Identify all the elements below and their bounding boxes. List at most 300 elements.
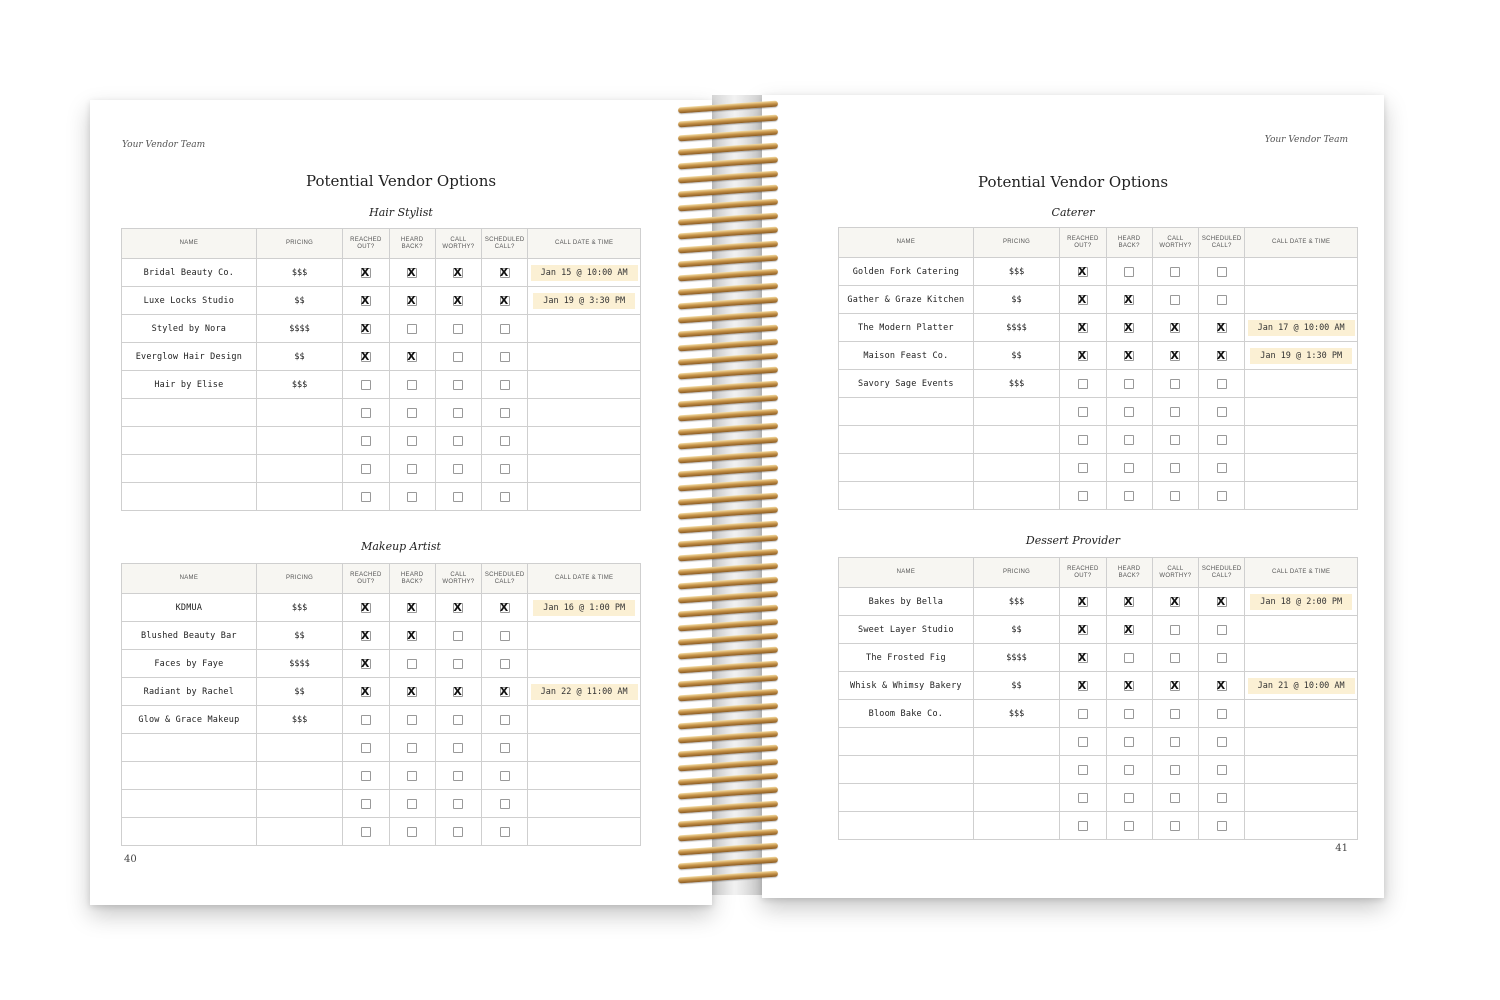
- call-worthy-checkbox[interactable]: [453, 603, 463, 613]
- heard-back-checkbox[interactable]: [407, 715, 417, 725]
- vendor-name[interactable]: KDMUA: [122, 594, 257, 622]
- reached-out-checkbox[interactable]: [1078, 463, 1088, 473]
- vendor-pricing[interactable]: $$$: [973, 700, 1060, 728]
- call-date-cell[interactable]: [1245, 756, 1358, 784]
- vendor-pricing[interactable]: $$: [973, 672, 1060, 700]
- vendor-name[interactable]: Faces by Faye: [122, 650, 257, 678]
- reached-out-checkbox[interactable]: [361, 352, 371, 362]
- checkbox-cell: [1106, 454, 1152, 482]
- reached-out-checkbox[interactable]: [361, 631, 371, 641]
- call-date-cell[interactable]: [528, 762, 641, 790]
- scheduled-call-checkbox[interactable]: [1217, 765, 1227, 775]
- vendor-name[interactable]: [839, 784, 974, 812]
- call-worthy-checkbox[interactable]: [453, 268, 463, 278]
- heard-back-checkbox[interactable]: [1124, 379, 1134, 389]
- call-date-cell[interactable]: [528, 818, 641, 846]
- reached-out-checkbox[interactable]: [1078, 351, 1088, 361]
- heard-back-checkbox[interactable]: [1124, 821, 1134, 831]
- vendor-name[interactable]: Blushed Beauty Bar: [122, 622, 257, 650]
- call-date-cell[interactable]: [1245, 314, 1358, 342]
- heard-back-checkbox[interactable]: [1124, 625, 1134, 635]
- scheduled-call-checkbox[interactable]: [1217, 737, 1227, 747]
- scheduled-call-checkbox[interactable]: [500, 352, 510, 362]
- reached-out-checkbox[interactable]: [1078, 681, 1088, 691]
- reached-out-checkbox[interactable]: [1078, 323, 1088, 333]
- call-worthy-checkbox[interactable]: [1170, 709, 1180, 719]
- call-worthy-checkbox[interactable]: [453, 436, 463, 446]
- call-worthy-checkbox[interactable]: [453, 659, 463, 669]
- header-reached-out: REACHED OUT?: [1060, 558, 1106, 588]
- vendor-pricing[interactable]: $$$: [256, 706, 343, 734]
- vendor-name[interactable]: Everglow Hair Design: [122, 343, 257, 371]
- reached-out-checkbox[interactable]: [361, 799, 371, 809]
- reached-out-checkbox[interactable]: [361, 771, 371, 781]
- call-date-cell[interactable]: [1245, 454, 1358, 482]
- checkbox-cell: [482, 343, 528, 371]
- vendor-name[interactable]: [839, 426, 974, 454]
- heard-back-checkbox[interactable]: [407, 687, 417, 697]
- call-date-cell[interactable]: [528, 315, 641, 343]
- call-worthy-checkbox[interactable]: [453, 408, 463, 418]
- heard-back-checkbox[interactable]: [1124, 295, 1134, 305]
- heard-back-checkbox[interactable]: [1124, 793, 1134, 803]
- scheduled-call-checkbox[interactable]: [1217, 821, 1227, 831]
- call-worthy-checkbox[interactable]: [453, 352, 463, 362]
- vendor-pricing[interactable]: $$$$: [256, 650, 343, 678]
- vendor-pricing[interactable]: $$$: [973, 588, 1060, 616]
- checkbox-cell: [482, 790, 528, 818]
- vendor-pricing[interactable]: [256, 762, 343, 790]
- heard-back-checkbox[interactable]: [1124, 491, 1134, 501]
- call-worthy-checkbox[interactable]: [453, 464, 463, 474]
- vendor-name[interactable]: [839, 812, 974, 840]
- page-title: Potential Vendor Options: [305, 172, 497, 190]
- scheduled-call-checkbox[interactable]: [500, 324, 510, 334]
- checkbox-cell: [1106, 756, 1152, 784]
- reached-out-checkbox[interactable]: [1078, 435, 1088, 445]
- header-scheduled-call: SCHEDULED CALL?: [1199, 558, 1245, 588]
- vendor-name[interactable]: Bridal Beauty Co.: [122, 259, 257, 287]
- vendor-pricing[interactable]: [973, 398, 1060, 426]
- vendor-pricing[interactable]: [256, 427, 343, 455]
- vendor-name[interactable]: [839, 756, 974, 784]
- call-date-cell[interactable]: [1245, 784, 1358, 812]
- call-worthy-checkbox[interactable]: [1170, 597, 1180, 607]
- heard-back-checkbox[interactable]: [1124, 267, 1134, 277]
- vendor-name[interactable]: Maison Feast Co.: [839, 342, 974, 370]
- checkbox-cell: [1199, 588, 1245, 616]
- call-worthy-checkbox[interactable]: [1170, 435, 1180, 445]
- vendor-pricing[interactable]: [256, 399, 343, 427]
- heard-back-checkbox[interactable]: [1124, 407, 1134, 417]
- call-date-cell[interactable]: [1245, 342, 1358, 370]
- reached-out-checkbox[interactable]: [361, 380, 371, 390]
- call-worthy-checkbox[interactable]: [1170, 295, 1180, 305]
- scheduled-call-checkbox[interactable]: [500, 380, 510, 390]
- reached-out-checkbox[interactable]: [361, 715, 371, 725]
- call-worthy-checkbox[interactable]: [1170, 463, 1180, 473]
- vendor-pricing[interactable]: [256, 818, 343, 846]
- call-date-cell[interactable]: [528, 650, 641, 678]
- heard-back-checkbox[interactable]: [407, 324, 417, 334]
- call-worthy-checkbox[interactable]: [1170, 681, 1180, 691]
- scheduled-call-checkbox[interactable]: [1217, 323, 1227, 333]
- call-date-cell[interactable]: [1245, 426, 1358, 454]
- header-name: NAME: [122, 229, 257, 259]
- vendor-pricing[interactable]: [256, 483, 343, 511]
- heard-back-checkbox[interactable]: [407, 464, 417, 474]
- reached-out-checkbox[interactable]: [1078, 295, 1088, 305]
- heard-back-checkbox[interactable]: [407, 408, 417, 418]
- checkbox-cell: [1199, 616, 1245, 644]
- table-row: [122, 343, 641, 371]
- reached-out-checkbox[interactable]: [361, 436, 371, 446]
- call-worthy-checkbox[interactable]: [1170, 407, 1180, 417]
- heard-back-checkbox[interactable]: [407, 743, 417, 753]
- vendor-name[interactable]: Savory Sage Events: [839, 370, 974, 398]
- call-worthy-checkbox[interactable]: [453, 743, 463, 753]
- vendor-pricing[interactable]: [256, 734, 343, 762]
- call-worthy-checkbox[interactable]: [1170, 793, 1180, 803]
- call-date-cell[interactable]: [528, 594, 641, 622]
- scheduled-call-checkbox[interactable]: [500, 799, 510, 809]
- vendor-name[interactable]: [839, 398, 974, 426]
- heard-back-checkbox[interactable]: [407, 659, 417, 669]
- call-worthy-checkbox[interactable]: [453, 296, 463, 306]
- scheduled-call-checkbox[interactable]: [500, 771, 510, 781]
- reached-out-checkbox[interactable]: [1078, 491, 1088, 501]
- heard-back-checkbox[interactable]: [1124, 737, 1134, 747]
- vendor-name[interactable]: The Modern Platter: [839, 314, 974, 342]
- vendor-name[interactable]: [122, 790, 257, 818]
- scheduled-call-checkbox[interactable]: [1217, 653, 1227, 663]
- checkbox-cell: [1106, 370, 1152, 398]
- scheduled-call-checkbox[interactable]: [1217, 597, 1227, 607]
- vendor-pricing[interactable]: [973, 728, 1060, 756]
- vendor-pricing[interactable]: [256, 790, 343, 818]
- scheduled-call-checkbox[interactable]: [1217, 681, 1227, 691]
- vendor-name[interactable]: Radiant by Rachel: [122, 678, 257, 706]
- call-date-cell[interactable]: [528, 790, 641, 818]
- checkbox-cell: [482, 427, 528, 455]
- checkbox-cell: [389, 483, 435, 511]
- checkbox-cell: [1199, 672, 1245, 700]
- call-date-cell[interactable]: [528, 483, 641, 511]
- scheduled-call-checkbox[interactable]: [1217, 435, 1227, 445]
- vendor-pricing[interactable]: $$: [973, 286, 1060, 314]
- vendor-pricing[interactable]: $$$$: [973, 644, 1060, 672]
- scheduled-call-checkbox[interactable]: [500, 408, 510, 418]
- reached-out-checkbox[interactable]: [361, 296, 371, 306]
- reached-out-checkbox[interactable]: [1078, 653, 1088, 663]
- vendor-name[interactable]: Bloom Bake Co.: [839, 700, 974, 728]
- reached-out-checkbox[interactable]: [1078, 793, 1088, 803]
- vendor-name[interactable]: Sweet Layer Studio: [839, 616, 974, 644]
- reached-out-checkbox[interactable]: [361, 408, 371, 418]
- call-worthy-checkbox[interactable]: [453, 380, 463, 390]
- page-title: Potential Vendor Options: [977, 173, 1169, 191]
- heard-back-checkbox[interactable]: [1124, 709, 1134, 719]
- spiral-coil: [678, 563, 778, 576]
- call-worthy-checkbox[interactable]: [453, 631, 463, 641]
- header-pricing: PRICING: [973, 228, 1060, 258]
- vendor-pricing[interactable]: [973, 784, 1060, 812]
- vendor-name[interactable]: [122, 734, 257, 762]
- call-worthy-checkbox[interactable]: [1170, 491, 1180, 501]
- checkbox-cell: [435, 762, 481, 790]
- call-date-cell[interactable]: [528, 259, 641, 287]
- call-date-cell[interactable]: [528, 622, 641, 650]
- call-date-cell[interactable]: [1245, 286, 1358, 314]
- reached-out-checkbox[interactable]: [361, 659, 371, 669]
- reached-out-checkbox[interactable]: [361, 603, 371, 613]
- scheduled-call-checkbox[interactable]: [500, 492, 510, 502]
- scheduled-call-checkbox[interactable]: [500, 631, 510, 641]
- call-date-cell[interactable]: [528, 427, 641, 455]
- heard-back-checkbox[interactable]: [407, 380, 417, 390]
- reached-out-checkbox[interactable]: [361, 687, 371, 697]
- checkbox-cell: [1152, 426, 1198, 454]
- header-heard-back: HEARD BACK?: [1106, 558, 1152, 588]
- vendor-name[interactable]: Luxe Locks Studio: [122, 287, 257, 315]
- checkbox-cell: [343, 622, 389, 650]
- reached-out-checkbox[interactable]: [1078, 625, 1088, 635]
- call-worthy-checkbox[interactable]: [1170, 653, 1180, 663]
- spiral-coil: [678, 619, 778, 632]
- scheduled-call-checkbox[interactable]: [1217, 351, 1227, 361]
- call-date-cell[interactable]: [528, 371, 641, 399]
- reached-out-checkbox[interactable]: [1078, 597, 1088, 607]
- scheduled-call-checkbox[interactable]: [1217, 625, 1227, 635]
- vendor-name[interactable]: Whisk & Whimsy Bakery: [839, 672, 974, 700]
- vendor-table-dessert-provider: [838, 557, 1358, 840]
- checkbox-cell: [343, 259, 389, 287]
- vendor-name[interactable]: Bakes by Bella: [839, 588, 974, 616]
- call-worthy-checkbox[interactable]: [1170, 737, 1180, 747]
- heard-back-checkbox[interactable]: [407, 352, 417, 362]
- scheduled-call-checkbox[interactable]: [1217, 379, 1227, 389]
- checkbox-cell: [343, 762, 389, 790]
- call-date-cell[interactable]: [528, 706, 641, 734]
- scheduled-call-checkbox[interactable]: [500, 827, 510, 837]
- scheduled-call-checkbox[interactable]: [500, 603, 510, 613]
- checkbox-cell: [1152, 644, 1198, 672]
- call-worthy-checkbox[interactable]: [453, 827, 463, 837]
- vendor-name[interactable]: [122, 399, 257, 427]
- vendor-pricing[interactable]: $$: [973, 342, 1060, 370]
- checkbox-cell: [435, 818, 481, 846]
- vendor-pricing[interactable]: $$: [256, 343, 343, 371]
- scheduled-call-checkbox[interactable]: [500, 659, 510, 669]
- heard-back-checkbox[interactable]: [407, 296, 417, 306]
- vendor-name[interactable]: [122, 762, 257, 790]
- scheduled-call-checkbox[interactable]: [500, 268, 510, 278]
- table-row: [839, 314, 1358, 342]
- vendor-name[interactable]: [122, 818, 257, 846]
- checkbox-cell: [1106, 258, 1152, 286]
- checkbox-cell: [1106, 784, 1152, 812]
- call-date-cell[interactable]: [528, 399, 641, 427]
- call-date-cell[interactable]: [1245, 812, 1358, 840]
- call-date-cell[interactable]: [1245, 398, 1358, 426]
- vendor-pricing[interactable]: [973, 812, 1060, 840]
- call-date-cell[interactable]: [1245, 258, 1358, 286]
- table-row: [122, 259, 641, 287]
- heard-back-checkbox[interactable]: [1124, 765, 1134, 775]
- vendor-name[interactable]: Golden Fork Catering: [839, 258, 974, 286]
- vendor-name[interactable]: Gather & Graze Kitchen: [839, 286, 974, 314]
- reached-out-checkbox[interactable]: [1078, 407, 1088, 417]
- reached-out-checkbox[interactable]: [1078, 765, 1088, 775]
- heard-back-checkbox[interactable]: [407, 771, 417, 781]
- reached-out-checkbox[interactable]: [1078, 737, 1088, 747]
- reached-out-checkbox[interactable]: [361, 827, 371, 837]
- checkbox-cell: [435, 734, 481, 762]
- scheduled-call-checkbox[interactable]: [500, 296, 510, 306]
- scheduled-call-checkbox[interactable]: [1217, 295, 1227, 305]
- call-worthy-checkbox[interactable]: [1170, 765, 1180, 775]
- vendor-name[interactable]: Hair by Elise: [122, 371, 257, 399]
- call-date-cell[interactable]: [528, 343, 641, 371]
- vendor-pricing[interactable]: $$$$: [973, 314, 1060, 342]
- checkbox-cell: [1060, 286, 1106, 314]
- vendor-pricing[interactable]: [973, 482, 1060, 510]
- call-date-cell[interactable]: [1245, 482, 1358, 510]
- vendor-name[interactable]: The Frosted Fig: [839, 644, 974, 672]
- scheduled-call-checkbox[interactable]: [500, 464, 510, 474]
- heard-back-checkbox[interactable]: [1124, 351, 1134, 361]
- call-date-cell[interactable]: [1245, 370, 1358, 398]
- call-worthy-checkbox[interactable]: [1170, 821, 1180, 831]
- vendor-name[interactable]: [122, 455, 257, 483]
- call-worthy-checkbox[interactable]: [453, 771, 463, 781]
- heard-back-checkbox[interactable]: [1124, 435, 1134, 445]
- call-worthy-checkbox[interactable]: [453, 324, 463, 334]
- call-date-cell[interactable]: [528, 678, 641, 706]
- call-worthy-checkbox[interactable]: [1170, 267, 1180, 277]
- call-worthy-checkbox[interactable]: [453, 492, 463, 502]
- checkbox-cell: [435, 455, 481, 483]
- scheduled-call-checkbox[interactable]: [500, 436, 510, 446]
- table-row: [122, 287, 641, 315]
- heard-back-checkbox[interactable]: [1124, 597, 1134, 607]
- header-call-date: CALL DATE & TIME: [528, 229, 641, 259]
- call-date-cell[interactable]: [528, 455, 641, 483]
- call-date-cell[interactable]: [1245, 616, 1358, 644]
- vendor-pricing[interactable]: $$: [256, 622, 343, 650]
- vendor-pricing[interactable]: $$$: [256, 371, 343, 399]
- heard-back-checkbox[interactable]: [1124, 463, 1134, 473]
- scheduled-call-checkbox[interactable]: [1217, 709, 1227, 719]
- table-row: [122, 455, 641, 483]
- heard-back-checkbox[interactable]: [1124, 653, 1134, 663]
- vendor-pricing[interactable]: [973, 756, 1060, 784]
- checkbox-cell: [482, 287, 528, 315]
- vendor-name[interactable]: Styled by Nora: [122, 315, 257, 343]
- call-worthy-checkbox[interactable]: [1170, 379, 1180, 389]
- call-date-cell[interactable]: [1245, 728, 1358, 756]
- reached-out-checkbox[interactable]: [361, 743, 371, 753]
- heard-back-checkbox[interactable]: [407, 436, 417, 446]
- call-worthy-checkbox[interactable]: [1170, 625, 1180, 635]
- scheduled-call-checkbox[interactable]: [500, 687, 510, 697]
- heard-back-checkbox[interactable]: [1124, 323, 1134, 333]
- checkbox-cell: [435, 706, 481, 734]
- reached-out-checkbox[interactable]: [1078, 709, 1088, 719]
- reached-out-checkbox[interactable]: [1078, 379, 1088, 389]
- heard-back-checkbox[interactable]: [407, 603, 417, 613]
- scheduled-call-checkbox[interactable]: [1217, 793, 1227, 803]
- call-worthy-checkbox[interactable]: [453, 715, 463, 725]
- vendor-pricing[interactable]: $$$: [256, 259, 343, 287]
- vendor-name[interactable]: [839, 728, 974, 756]
- heard-back-checkbox[interactable]: [407, 799, 417, 809]
- reached-out-checkbox[interactable]: [361, 492, 371, 502]
- heard-back-checkbox[interactable]: [1124, 681, 1134, 691]
- vendor-pricing[interactable]: $$: [256, 678, 343, 706]
- reached-out-checkbox[interactable]: [361, 268, 371, 278]
- call-date-cell[interactable]: [1245, 644, 1358, 672]
- vendor-pricing[interactable]: $$$: [256, 594, 343, 622]
- heard-back-checkbox[interactable]: [407, 492, 417, 502]
- table-row: [122, 734, 641, 762]
- vendor-name[interactable]: [839, 482, 974, 510]
- table-row: [122, 678, 641, 706]
- vendor-name[interactable]: [122, 483, 257, 511]
- heard-back-checkbox[interactable]: [407, 268, 417, 278]
- vendor-pricing[interactable]: $$$: [973, 258, 1060, 286]
- checkbox-cell: [435, 483, 481, 511]
- vendor-pricing[interactable]: $$: [973, 616, 1060, 644]
- spiral-coil: [678, 507, 778, 520]
- reached-out-checkbox[interactable]: [361, 324, 371, 334]
- page-number: 40: [124, 854, 137, 865]
- vendor-pricing[interactable]: $$$$: [256, 315, 343, 343]
- call-worthy-checkbox[interactable]: [1170, 323, 1180, 333]
- call-date-cell[interactable]: [1245, 700, 1358, 728]
- vendor-pricing[interactable]: [973, 426, 1060, 454]
- scheduled-call-checkbox[interactable]: [500, 743, 510, 753]
- spiral-binding: [678, 100, 788, 890]
- vendor-pricing[interactable]: $$$: [973, 370, 1060, 398]
- call-worthy-checkbox[interactable]: [453, 687, 463, 697]
- reached-out-checkbox[interactable]: [1078, 267, 1088, 277]
- call-date-cell[interactable]: [1245, 672, 1358, 700]
- checkbox-cell: [343, 315, 389, 343]
- scheduled-call-checkbox[interactable]: [1217, 267, 1227, 277]
- reached-out-checkbox[interactable]: [1078, 821, 1088, 831]
- scheduled-call-checkbox[interactable]: [1217, 463, 1227, 473]
- checkbox-cell: [389, 259, 435, 287]
- vendor-name[interactable]: [122, 427, 257, 455]
- vendor-pricing[interactable]: [973, 454, 1060, 482]
- scheduled-call-checkbox[interactable]: [1217, 407, 1227, 417]
- vendor-name[interactable]: [839, 454, 974, 482]
- heard-back-checkbox[interactable]: [407, 827, 417, 837]
- call-date-cell[interactable]: [528, 734, 641, 762]
- call-date-cell[interactable]: [528, 287, 641, 315]
- scheduled-call-checkbox[interactable]: [1217, 491, 1227, 501]
- vendor-pricing[interactable]: $$: [256, 287, 343, 315]
- scheduled-call-checkbox[interactable]: [500, 715, 510, 725]
- vendor-name[interactable]: Glow & Grace Makeup: [122, 706, 257, 734]
- call-worthy-checkbox[interactable]: [453, 799, 463, 809]
- call-date-cell[interactable]: [1245, 588, 1358, 616]
- call-worthy-checkbox[interactable]: [1170, 351, 1180, 361]
- reached-out-checkbox[interactable]: [361, 464, 371, 474]
- vendor-pricing[interactable]: [256, 455, 343, 483]
- heard-back-checkbox[interactable]: [407, 631, 417, 641]
